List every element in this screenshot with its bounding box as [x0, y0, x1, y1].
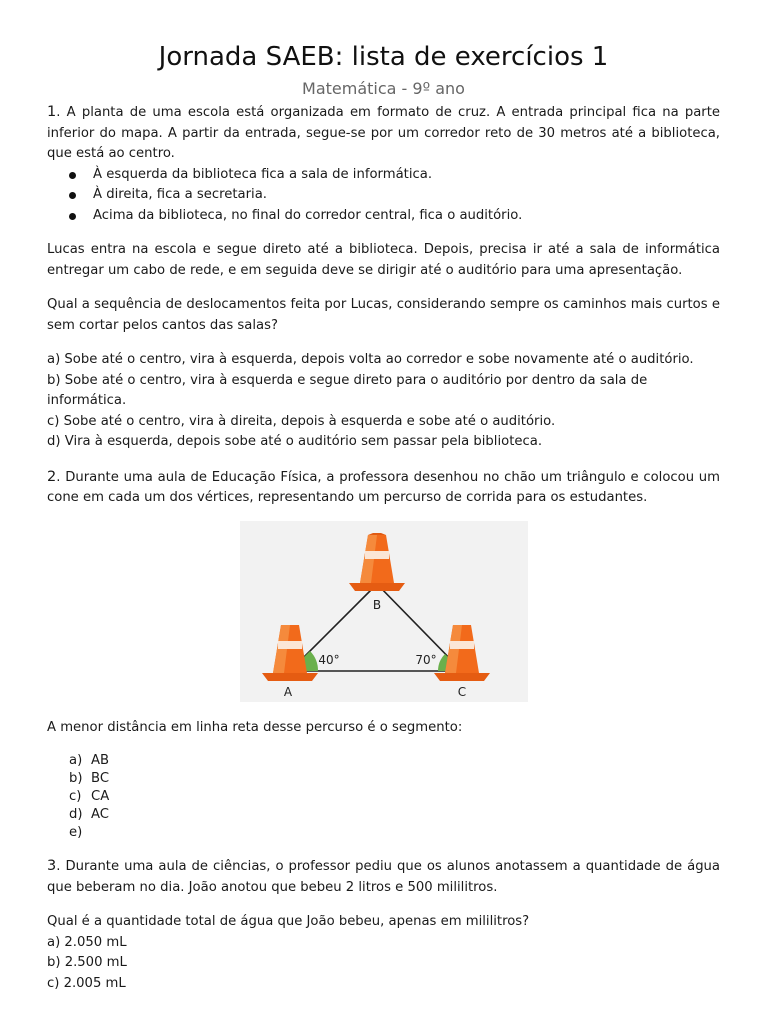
angle-c-label: 70° [415, 652, 437, 667]
triangle-cones-svg [240, 521, 528, 702]
q2-option: c) CA [69, 789, 110, 804]
q1-question: Qual a sequência de deslocamentos feita por Lucas, considerando sempre os caminhos mais curtos e sem cortar pelos cantos das salas? [47, 297, 720, 333]
q1-option: b) Sobe até o centro, vira à esquerda e segue direto para o auditório por dentro da sala de informática. [47, 372, 648, 408]
document-page [47, 40, 720, 994]
q1-paragraph: Lucas entra na escola e segue direto até a biblioteca. Depois, precisa ir até a sala de informática entregar um cabo de rede, e em seguida deve se dirigir até o auditório para uma apresentação. [47, 242, 720, 278]
q1-bullet: À esquerda da biblioteca fica a sala de informática. [69, 165, 720, 186]
q2-option: b) BC [69, 771, 110, 786]
q1-bullet-list [47, 165, 720, 227]
cone-c-icon [434, 625, 490, 681]
q3-intro-text: Durante uma aula de ciências, o professor pediu que os alunos anotassem a quantidade de água que beberam no dia. João anotou que bebeu 2 litros e 500 mililitros. [47, 859, 721, 895]
vertex-b-label: B [372, 597, 382, 612]
document-subtitle: Matemática - 9º ano [302, 79, 465, 98]
q1-bullet: Acima da biblioteca, no final do corredor central, fica o auditório. [69, 206, 720, 227]
q1-intro-text: A planta de uma escola está organizada em formato de cruz. A entrada principal fica na parte inferior do mapa. A partir da entrada, segue-se por um corredor reto de 30 metros até a biblioteca, que está ao centro. [47, 105, 720, 161]
q2-intro-text: Durante uma aula de Educação Física, a professora desenhou no chão um triângulo e colocou um cone em cada um dos vértices, representando um percurso de corrida para os estudantes. [47, 469, 721, 505]
q2-question: A menor distância em linha reta desse percurso é o segmento: [47, 719, 463, 735]
document-title: Jornada SAEB: lista de exercícios 1 [158, 42, 609, 72]
q2-option: e) [69, 825, 83, 840]
vertex-a-label: A [283, 684, 293, 699]
q1-option: a) Sobe até o centro, vira à esquerda, depois volta ao corredor e sobe novamente até o auditório. [47, 352, 694, 367]
q1-bullet: À direita, fica a secretaria. [69, 185, 720, 206]
angle-a-label: 40° [318, 652, 340, 667]
q3-intro: 3. Durante uma aula de ciências, o professor pediu que os alunos anotassem a quantidade de água que beberam no dia. João anotou que bebeu 2 litros e 500 mililitros. [47, 858, 721, 895]
q1-option: c) Sobe até o centro, vira à direita, depois à esquerda e sobe até o auditório. [47, 413, 556, 429]
q1-option: d) Vira à esquerda, depois sobe até o auditório sem passar pela biblioteca. [47, 434, 543, 449]
vertex-c-label: C [457, 684, 467, 699]
q3-question: Qual é a quantidade total de água que João bebeu, apenas em mililitros? [47, 914, 530, 929]
q2-number: 2 [47, 468, 57, 485]
cone-b-icon [349, 533, 405, 591]
q3-option: c) 2.005 mL [47, 975, 126, 991]
triangle-cones-figure [240, 521, 528, 702]
q1-intro: 1. A planta de uma escola está organizada em formato de cruz. A entrada principal fica na parte inferior do mapa. A partir da entrada, segue-se por um corredor reto de 30 metros até a biblioteca, que está ao centro. [47, 104, 720, 161]
q2-option: a) AB [69, 753, 110, 768]
q3-number: 3 [47, 858, 57, 874]
q2-options [47, 752, 720, 842]
q2-option: d) AC [69, 807, 109, 822]
q2-intro: 2. Durante uma aula de Educação Física, a professora desenhou no chão um triângulo e colocou um cone em cada um dos vértices, representando um percurso de corrida para os estudantes. [47, 468, 721, 505]
q1-number: 1 [47, 104, 57, 120]
q3-option: b) 2.500 mL [47, 955, 127, 970]
q3-option: a) 2.050 mL [47, 934, 127, 950]
